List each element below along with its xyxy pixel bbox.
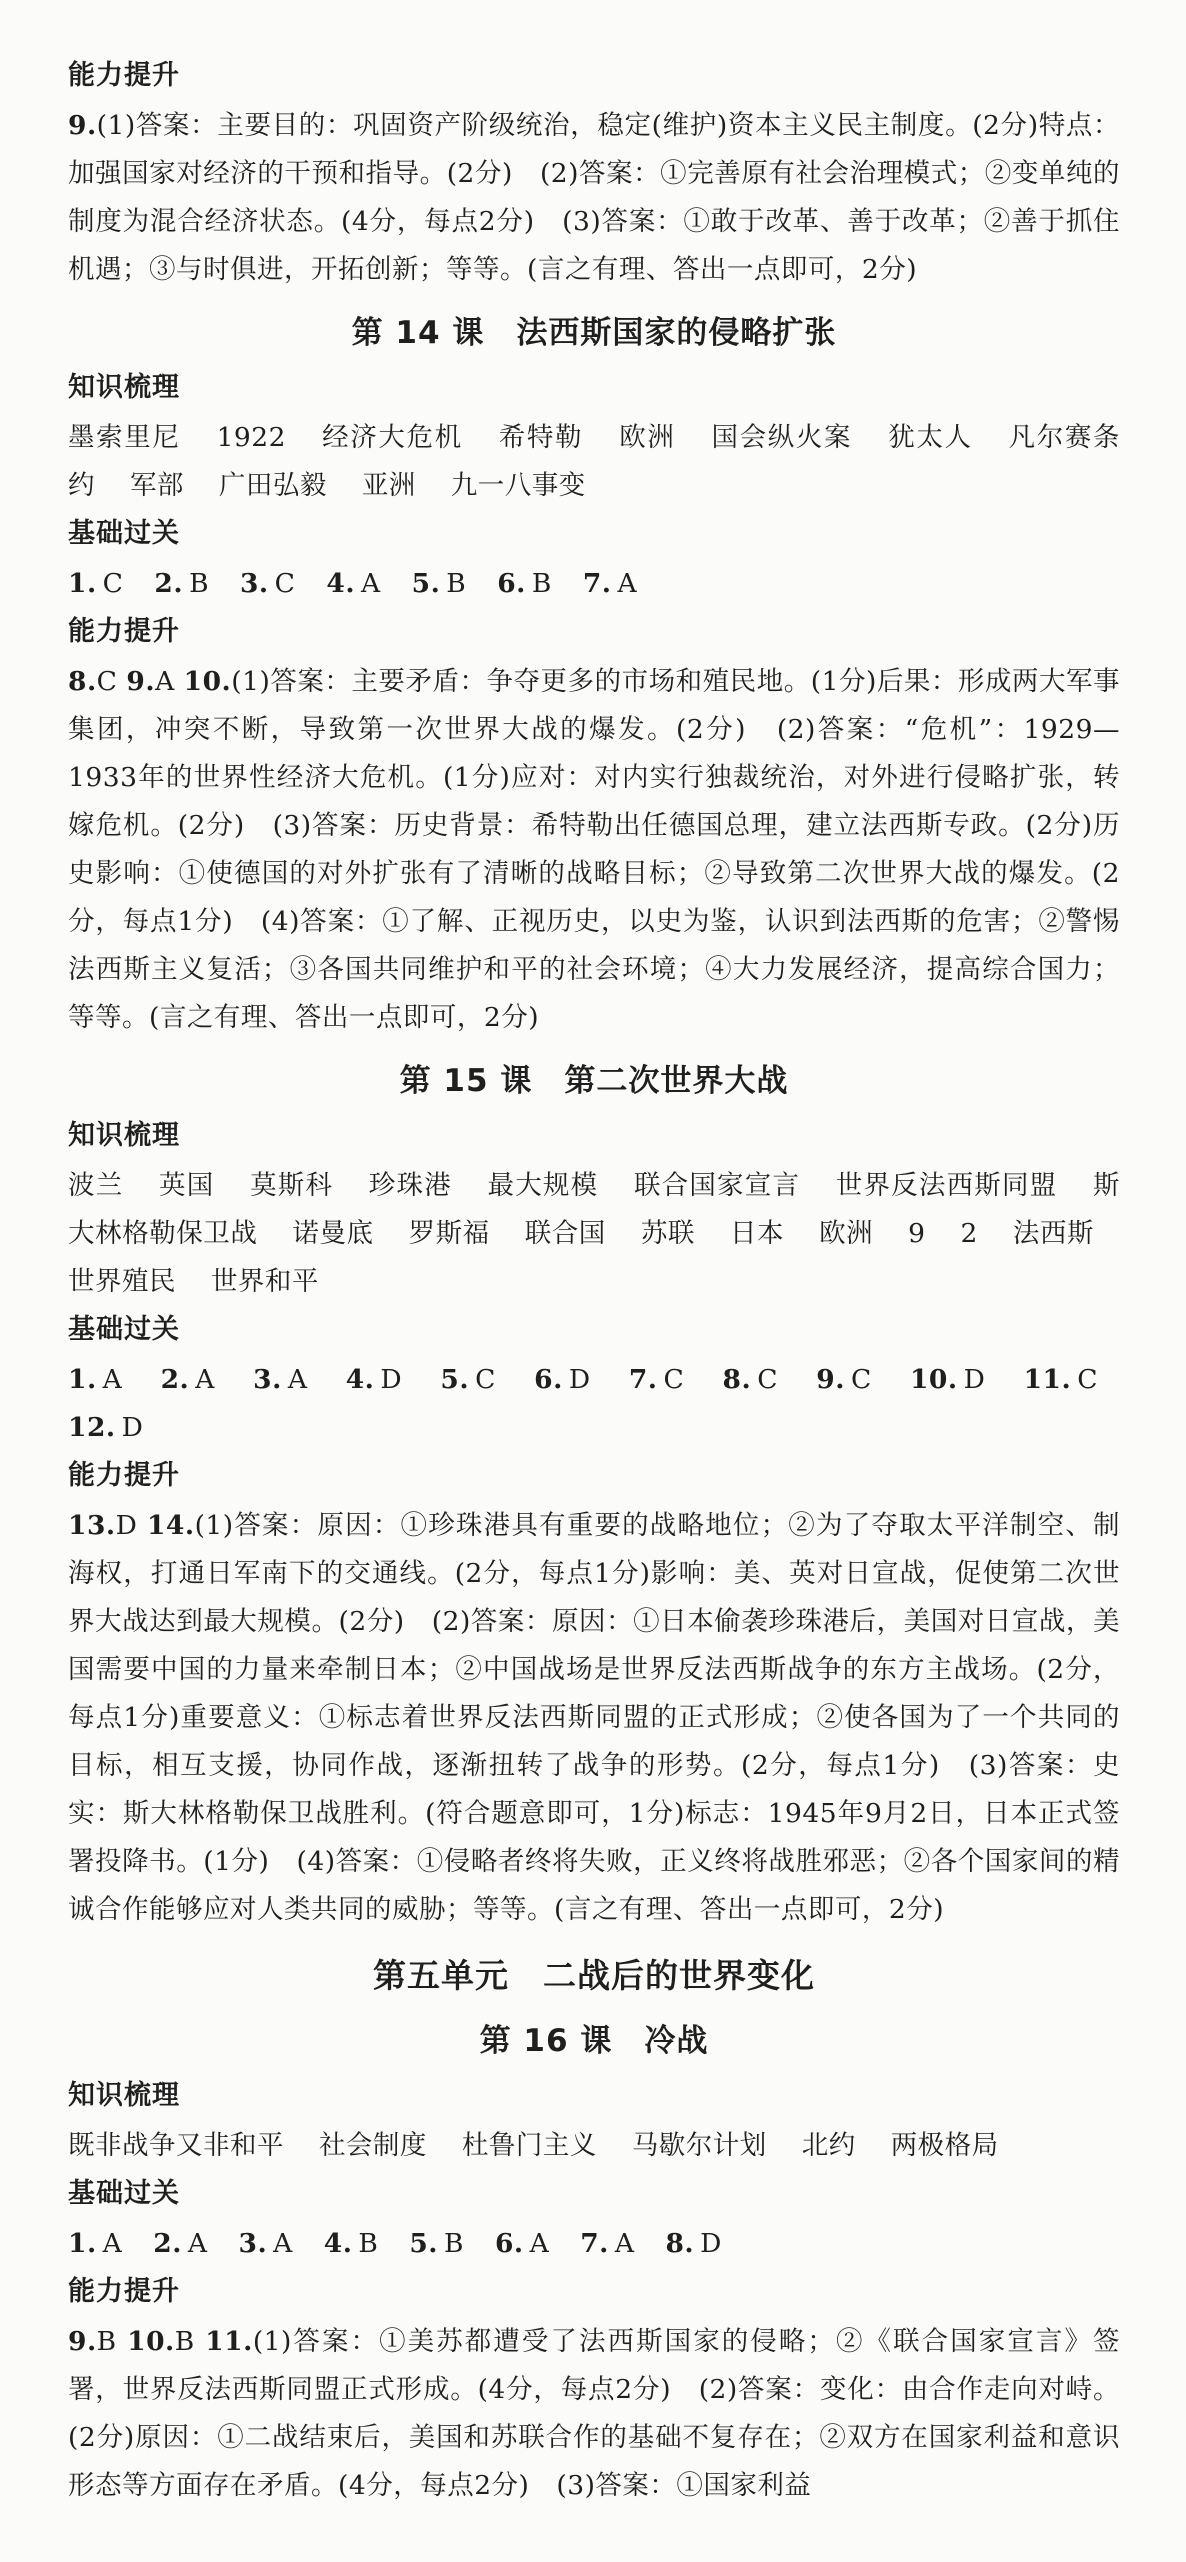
knowledge-term: 世界殖民 — [68, 1266, 176, 1297]
knowledge-term: 两极格局 — [890, 2130, 999, 2161]
question-number: 8. — [722, 1364, 752, 1395]
section-label-ability: 能力提升 — [68, 60, 180, 91]
choice-answer: 1. A — [68, 2228, 123, 2259]
question-number: 11. — [1023, 1364, 1072, 1395]
knowledge-terms — [68, 2122, 1120, 2170]
section-label-basics: 基础过关 — [68, 1314, 180, 1345]
choice-answer: 3. A — [238, 2228, 293, 2259]
choice-answer: 9.B — [68, 2326, 117, 2357]
answer-paragraph — [68, 1502, 1120, 1934]
question-number: 11. — [205, 2326, 253, 2357]
question-number: 8. — [68, 666, 97, 697]
question-number: 1. — [68, 568, 97, 599]
knowledge-term: 法西斯 — [1012, 1218, 1095, 1249]
knowledge-term: 2 — [960, 1218, 978, 1249]
question-number: 7. — [580, 2228, 609, 2259]
answer-text: (1)答案：主要目的：巩固资产阶级统治，稳定(维护)资本主义民主制度。(2分)特点：加强国家对经济的干预和指导。(2分) (2)答案：①完善原有社会治理模式；②变单纯的制度为混合经济状态。(4分，每点2分) (3)答案：①敢于改革、善于改革；②善于抓住机遇；③与时俱进，开拓创新；等等。(言之有理、答出一点即可，2分) — [68, 110, 1120, 285]
question-number: 12. — [68, 1412, 116, 1443]
lesson-title: 第 14 课 法西斯国家的侵略扩张 — [351, 315, 837, 351]
choice-answer: 13.D — [68, 1510, 138, 1541]
question-number: 7. — [628, 1364, 658, 1395]
knowledge-term: 世界和平 — [210, 1266, 319, 1297]
knowledge-term: 杜鲁门主义 — [461, 2130, 597, 2161]
choice-answer: 2. A — [153, 2228, 208, 2259]
question-number: 4. — [326, 568, 356, 599]
choice-answer: 4. A — [326, 568, 381, 599]
knowledge-term: 马歇尔计划 — [631, 2130, 767, 2161]
knowledge-term: 联合国家宣言 — [633, 1170, 801, 1201]
question-number: 1. — [68, 2228, 97, 2259]
knowledge-term: 国会纵火案 — [711, 422, 853, 453]
basic-answers — [68, 1356, 1120, 1452]
question-number: 5. — [440, 1364, 470, 1395]
knowledge-term: 莫斯科 — [250, 1170, 334, 1201]
choice-answer: 1. C — [68, 568, 124, 599]
knowledge-term: 凡尔赛条约 — [68, 422, 1121, 501]
knowledge-term: 苏联 — [640, 1218, 695, 1249]
section-label-ability: 能力提升 — [68, 616, 180, 647]
question-number: 6. — [534, 1364, 563, 1395]
section-label-basics: 基础过关 — [68, 518, 180, 549]
choice-answers — [68, 2326, 205, 2357]
knowledge-term: 亚洲 — [361, 470, 416, 501]
knowledge-term: 北约 — [801, 2130, 856, 2161]
knowledge-term: 军部 — [129, 470, 184, 501]
choice-answer: 7. A — [582, 568, 638, 599]
question-number: 10. — [909, 1364, 958, 1395]
question-number: 9. — [68, 110, 97, 141]
knowledge-term: 日本 — [729, 1218, 785, 1249]
choice-answer: 8.C — [68, 666, 118, 697]
knowledge-term: 罗斯福 — [408, 1218, 490, 1249]
question-number: 9. — [126, 666, 156, 697]
question-number: 9. — [68, 2326, 97, 2357]
knowledge-term: 欧洲 — [619, 422, 676, 453]
question-number: 7. — [582, 568, 612, 599]
knowledge-terms — [68, 414, 1120, 510]
choice-answer: 9.A — [126, 666, 175, 697]
knowledge-terms — [68, 1162, 1120, 1306]
question-number: 13. — [68, 1510, 116, 1541]
basic-answers — [68, 560, 1120, 608]
unit-title: 第五单元 二战后的世界变化 — [373, 1956, 815, 1995]
choice-answer: 5. C — [440, 1364, 496, 1395]
knowledge-term: 墨索里尼 — [68, 422, 181, 453]
section-label-basics: 基础过关 — [68, 2178, 180, 2209]
knowledge-term: 斯大林格勒保卫战 — [68, 1170, 1120, 1249]
lesson-title: 第 15 课 第二次世界大战 — [399, 1063, 789, 1099]
question-number: 14. — [146, 1510, 195, 1541]
choice-answer: 8. D — [665, 2228, 722, 2259]
choice-answer: 10.B — [127, 2326, 195, 2357]
knowledge-term: 1922 — [216, 422, 287, 453]
choice-answer: 1. A — [68, 1364, 123, 1395]
question-number: 5. — [411, 568, 441, 599]
choice-answer: 6. D — [534, 1364, 591, 1395]
knowledge-term: 九一八事变 — [450, 470, 586, 501]
question-number: 9. — [816, 1364, 845, 1395]
choice-answer: 7. A — [580, 2228, 635, 2259]
answer-text: (1)答案：①美苏都遭受了法西斯国家的侵略；②《联合国家宣言》签署，世界反法西斯同盟正式形成。(4分，每点2分) (2)答案：变化：由合作走向对峙。(2分)原因：①二战结束后，美国和苏联合作的基础不复存在；②双方在国家利益和意识形态等方面存在矛盾。(4分，每点2分) (3)答案：①国家利益 — [68, 2326, 1120, 2501]
question-number: 4. — [323, 2228, 353, 2259]
question-number: 3. — [239, 568, 269, 599]
section-label-ability: 能力提升 — [68, 2276, 180, 2307]
question-number: 2. — [154, 568, 184, 599]
question-number: 6. — [494, 2228, 524, 2259]
question-number: 1. — [68, 1364, 97, 1395]
knowledge-term: 犹太人 — [888, 422, 973, 453]
question-number: 10. — [127, 2326, 175, 2357]
knowledge-term: 9 — [908, 1218, 926, 1249]
choice-answer: 7. C — [628, 1364, 685, 1395]
question-number: 10. — [183, 666, 232, 697]
choice-answer: 3. A — [253, 1364, 308, 1395]
knowledge-term: 联合国 — [524, 1218, 606, 1249]
choice-answer: 5. B — [409, 2228, 464, 2259]
choice-answers — [68, 1510, 147, 1541]
question-number: 2. — [160, 1364, 190, 1395]
question-number: 3. — [253, 1364, 282, 1395]
lesson-title: 第 16 课 冷战 — [479, 2023, 709, 2059]
choice-answer: 3. C — [239, 568, 296, 599]
choice-answers — [68, 666, 184, 697]
knowledge-term: 社会制度 — [318, 2130, 427, 2161]
choice-answer: 6. A — [494, 2228, 550, 2259]
choice-answer: 10. D — [909, 1364, 986, 1395]
basic-answers — [68, 2220, 1120, 2268]
knowledge-term: 英国 — [159, 1170, 215, 1201]
knowledge-term: 既非战争又非和平 — [68, 2130, 284, 2161]
answer-text: (1)答案：主要矛盾：争夺更多的市场和殖民地。(1分)后果：形成两大军事集团，冲突不断，导致第一次世界大战的爆发。(2分) (2)答案：“危机”：1929—1933年的世界性经济大危机。(1分)应对：对内实行独裁统治，对外进行侵略扩张，转嫁危机。(2分) (3)答案：历史背景：希特勒出任德国总理，建立法西斯专政。(2分)历史影响：①使德国的对外扩张有了清晰的战略目标；②导致第二次世界大战的爆发。(2分，每点1分) (4)答案：①了解、正视历史，以史为鉴，认识到法西斯的危害；②警惕法西斯主义复活；③各国共同维护和平的社会环境；④大力发展经济，提高综合国力；等等。(言之有理、答出一点即可，2分) — [68, 666, 1120, 1033]
choice-answer: 2. B — [154, 568, 210, 599]
answer-paragraph — [68, 658, 1120, 1042]
choice-answer: 9. C — [816, 1364, 872, 1395]
answer-paragraph — [68, 2318, 1120, 2510]
choice-answer: 5. B — [411, 568, 467, 599]
choice-answer: 2. A — [160, 1364, 215, 1395]
question-number: 3. — [238, 2228, 268, 2259]
knowledge-term: 欧洲 — [819, 1218, 874, 1249]
choice-answer: 11. C — [1023, 1364, 1098, 1395]
section-label-knowledge: 知识梳理 — [68, 1120, 180, 1151]
choice-answer: 12. D — [68, 1412, 144, 1443]
knowledge-term: 经济大危机 — [322, 422, 463, 453]
knowledge-term: 广田弘毅 — [218, 470, 327, 501]
section-label-knowledge: 知识梳理 — [68, 372, 180, 403]
knowledge-term: 最大规模 — [487, 1170, 599, 1201]
question-number: 4. — [345, 1364, 375, 1395]
question-number: 8. — [665, 2228, 695, 2259]
choice-answer: 6. B — [497, 568, 552, 599]
knowledge-term: 诺曼底 — [292, 1218, 374, 1249]
answer-text: (1)答案：原因：①珍珠港具有重要的战略地位；②为了夺取太平洋制空、制海权，打通日军南下的交通线。(2分，每点1分)影响：美、英对日宣战，促使第二次世界大战达到最大规模。(2分) (2)答案：原因：①日本偷袭珍珠港后，美国对日宣战，美国需要中国的力量来牵制日本；②中国战场是世界反法西斯战争的东方主战场。(2分，每点1分)重要意义：①标志着世界反法西斯同盟的正式形成；②使各国为了一个共同的目标，相互支援，协同作战，逐渐扭转了战争的形势。(2分，每点1分) (3)答案：史实：斯大林格勒保卫战胜利。(符合题意即可，1分)标志：1945年9月2日，日本正式签署投降书。(1分) (4)答案：①侵略者终将失败，正义终将战胜邪恶；②各个国家间的精诚合作能够应对人类共同的威胁；等等。(言之有理、答出一点即可，2分) — [68, 1510, 1120, 1925]
knowledge-term: 世界反法西斯同盟 — [835, 1170, 1058, 1201]
section-label-ability: 能力提升 — [68, 1460, 180, 1491]
question-number: 2. — [153, 2228, 182, 2259]
question-number: 6. — [497, 568, 526, 599]
choice-answer: 8. C — [722, 1364, 778, 1395]
section-label-knowledge: 知识梳理 — [68, 2080, 180, 2111]
knowledge-term: 希特勒 — [498, 422, 584, 453]
knowledge-term: 珍珠港 — [368, 1170, 452, 1201]
choice-answer: 4. B — [323, 2228, 379, 2259]
choice-answer: 4. D — [345, 1364, 403, 1395]
answer-paragraph — [68, 102, 1120, 294]
question-number: 5. — [409, 2228, 439, 2259]
knowledge-term: 波兰 — [68, 1170, 124, 1201]
